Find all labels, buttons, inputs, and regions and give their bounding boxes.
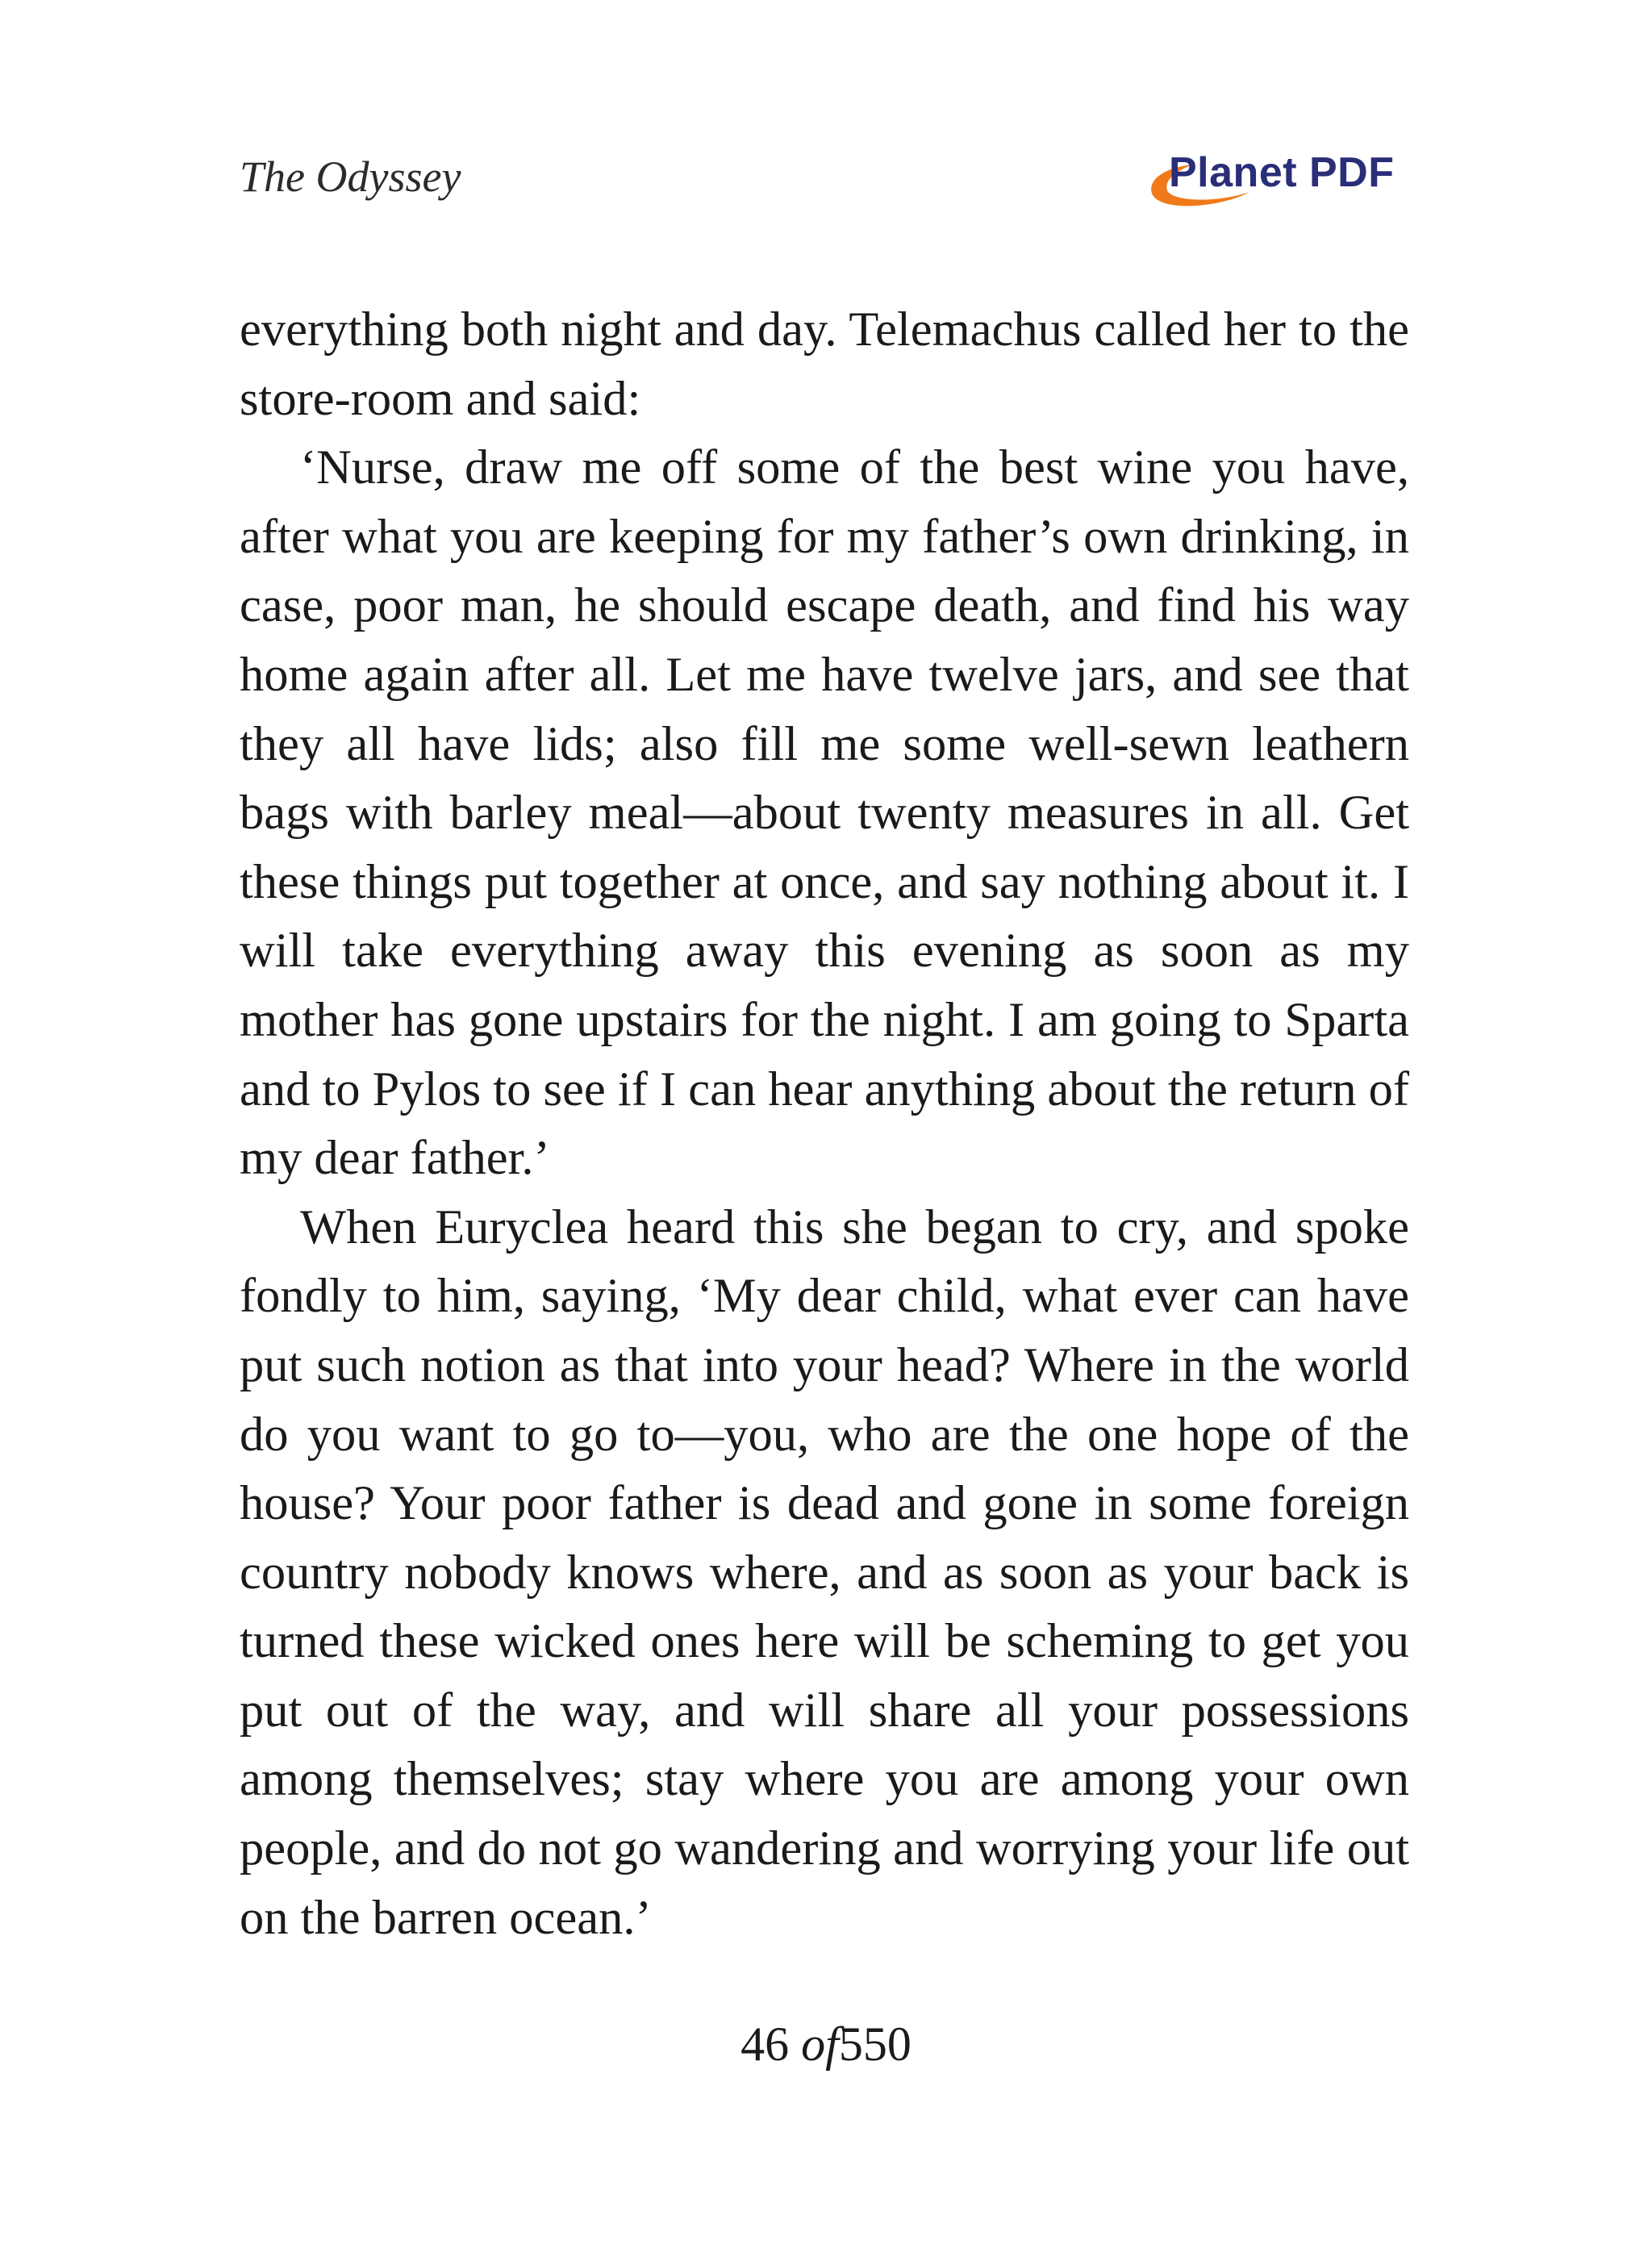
- paragraph-3: When Euryclea heard this she began to cry, and spoke fondly to him, saying, ‘My dear child, what ever can have put such notion as that into your head? Where in the world do you want to go to—you, who are the one hope of the house? Your poor father is dead and gone in some foreign country nobody knows where, and as soon as your back is turned these wicked ones here will be scheming to get you put out of the way, and will share all your possessions among themselves; stay where you are among your own people, and do not go wandering and worrying your life out on the barren ocean.’: [240, 1200, 1409, 1945]
- paragraph-2: ‘Nurse, draw me off some of the best wine you have, after what you are keeping for my father’s own drinking, in case, poor man, he should escape death, and find his way home again after all. Let me have twelve jars, and see that they all have lids; also fill me some well-sewn leathern bags with barley meal—about twenty measures in all. Get these things put together at once, and say nothing about it. I will take everything away this evening as soon as my mother has gone upstairs for the night. I am going to Sparta and to Pylos to see if I can hear anything about the return of my dear father.’: [240, 440, 1409, 1186]
- page-header: [240, 145, 1409, 218]
- page-of-label: of: [801, 2017, 839, 2071]
- page-body: [240, 295, 1409, 1952]
- logo-text: Planet PDF: [1169, 149, 1395, 196]
- planet-pdf-logo: [1143, 145, 1409, 213]
- total-pages-number: 550: [838, 2017, 912, 2071]
- paragraph-1: everything both night and day. Telemachus called her to the store-room and said:: [240, 302, 1409, 426]
- current-page-number: 46: [740, 2017, 790, 2071]
- page-number-footer: [0, 2017, 1652, 2072]
- book-title: The Odyssey: [240, 152, 461, 201]
